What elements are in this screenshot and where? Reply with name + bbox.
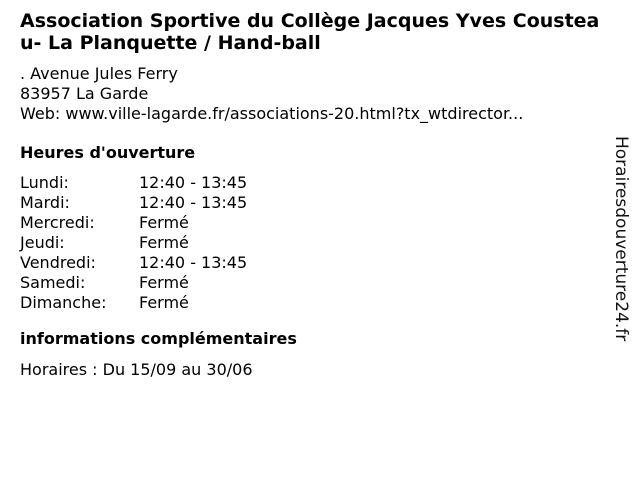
day-label: Dimanche: [20, 293, 107, 312]
hours-row-thursday [20, 233, 610, 253]
day-hours: Fermé [139, 293, 189, 312]
day-hours: 12:40 - 13:45 [139, 193, 248, 212]
day-label: Samedi: [20, 273, 86, 292]
hours-row-tuesday [20, 193, 610, 213]
address-city: 83957 La Garde [20, 84, 149, 103]
hours-row-saturday [20, 273, 610, 293]
day-label: Mercredi: [20, 213, 95, 232]
day-hours: 12:40 - 13:45 [139, 173, 248, 192]
hours-row-wednesday [20, 213, 610, 233]
listing-title: Association Sportive du Collège Jacques Yves Cousteau- La Planquette / Hand-ball [20, 10, 600, 54]
day-label: Vendredi: [20, 253, 96, 272]
hours-row-sunday [20, 293, 610, 313]
hours-table [20, 173, 610, 313]
day-hours: Fermé [139, 233, 189, 252]
day-hours: Fermé [139, 213, 189, 232]
hours-heading: Heures d'ouverture [20, 143, 196, 162]
day-label: Mardi: [20, 193, 70, 212]
day-label: Jeudi: [20, 233, 65, 252]
day-hours: Fermé [139, 273, 189, 292]
address-block [20, 64, 610, 124]
info-heading: informations complémentaires [20, 329, 297, 348]
website-link[interactable]: Web: www.ville-lagarde.fr/associations-20.html?tx_wtdirector... [20, 104, 524, 123]
listing-content [20, 10, 610, 380]
hours-row-friday [20, 253, 610, 273]
info-text: Horaires : Du 15/09 au 30/06 [20, 360, 253, 379]
day-label: Lundi: [20, 173, 69, 192]
address-street: . Avenue Jules Ferry [20, 64, 178, 83]
hours-row-monday [20, 173, 610, 193]
site-watermark: Horairesdouverture24.fr [611, 136, 631, 342]
day-hours: 12:40 - 13:45 [139, 253, 248, 272]
